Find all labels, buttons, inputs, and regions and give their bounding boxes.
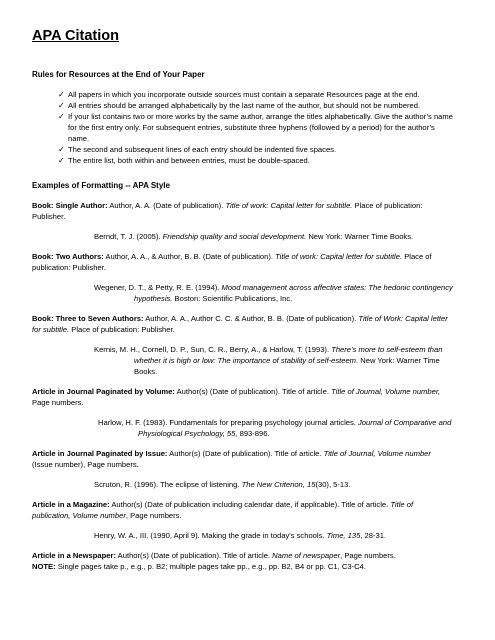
check-icon: ✓ bbox=[58, 145, 65, 154]
example-journal-issue: Scruton, R. (1996). The eclipse of listening. The New Criterion, 15(30), 5-13. bbox=[94, 480, 351, 489]
examples-heading: Examples of Formatting -- APA Style bbox=[32, 181, 170, 190]
example-magazine: Henry, W. A., III. (1990, April 9). Making the grade in today's schools. Time, 135, 28-31. bbox=[94, 531, 387, 540]
entry-type-two-authors: Book: Two Authors: Author, A. A., & Author, B. B. (Date of publication). Title of work: Capital letter for subtitle. Place of publication: Publisher. bbox=[32, 252, 432, 272]
check-icon: ✓ bbox=[58, 101, 65, 110]
page-title: APA Citation bbox=[32, 28, 119, 44]
example-three-to-seven: Kernis, M. H., Cornell, D. P., Sun, C. R., Berry, A., & Harlow, T. (1993). There’s more to self-esteem than whether it is high or low: The importance of stability of self-esteem. New York: Warner Time Books. bbox=[94, 345, 443, 376]
note: NOTE: Single pages take p., e.g., p. B2; multiple pages take pp., e.g., pp. B2, B4 or pp. C1, C3-C4. bbox=[32, 562, 366, 571]
rules-heading: Rules for Resources at the End of Your Paper bbox=[32, 70, 205, 79]
entry-type-three-to-seven: Book: Three to Seven Authors: Author, A. A., Author C. C. & Author, B. B. (Date of publication). Title of Work: Capital letter for subtitle. Place of publication: Publisher. bbox=[32, 314, 448, 334]
rule-item: ✓ If your list contains two or more works by the same author, arrange the titles alphabetically. Give the author’s name for the first entry only. For subsequent entries, substitute three hyphens (followed by a period) for the author’s name. bbox=[58, 112, 453, 143]
rule-item: ✓ The second and subsequent lines of each entry should be indented five spaces. bbox=[58, 145, 337, 154]
example-two-authors: Wegener, D. T., & Petty, R. E. (1994). Mood management across affective states: The hedonic contingency hypothesis. Boston: Scientific Publications, Inc. bbox=[94, 283, 453, 303]
rules-list bbox=[32, 89, 453, 166]
example-single-author: Berndt, T. J. (2005). Friendship quality and social development. New York: Warner Time Books. bbox=[94, 232, 414, 241]
entry-type-single-author: Book: Single Author: Author, A. A. (Date of publication). Title of work: Capital letter for subtitle. Place of publication: Publisher. bbox=[32, 201, 423, 221]
entry-type-magazine: Article in a Magazine: Author(s) (Date of publication including calendar date, if applicable). Title of article. Title of publication, Volume number, Page numbers. bbox=[32, 500, 414, 520]
check-icon: ✓ bbox=[58, 90, 65, 99]
rule-item: ✓ The entire list, both within and between entries, must be double-spaced. bbox=[58, 156, 310, 165]
entry-type-journal-issue: Article in Journal Paginated by Issue: Author(s) (Date of publication). Title of article. Title of Journal, Volume number (Issue number), Page numbers. bbox=[32, 449, 431, 469]
entry-type-newspaper: Article in a Newspaper: Author(s) (Date of publication). Title of article. Name of newspaper, Page numbers. bbox=[32, 551, 396, 560]
check-icon: ✓ bbox=[58, 156, 65, 165]
example-journal-volume: Harlow, H. F. (1983). Fundamentals for preparing psychology journal articles. Journal of Comparative and Physiological Psychology, 55, 893-896. bbox=[98, 418, 452, 438]
rule-item: ✓ All papers in which you incorporate outside sources must contain a separate Resources page at the end. bbox=[58, 90, 420, 99]
rule-item: ✓ All entries should be arranged alphabetically by the last name of the author, but should not be numbered. bbox=[58, 101, 421, 110]
check-icon: ✓ bbox=[58, 112, 65, 121]
entry-type-journal-volume: Article in Journal Paginated by Volume: Author(s) (Date of publication). Title of article. Title of Journal, Volume number, Page numbers. bbox=[32, 387, 441, 407]
